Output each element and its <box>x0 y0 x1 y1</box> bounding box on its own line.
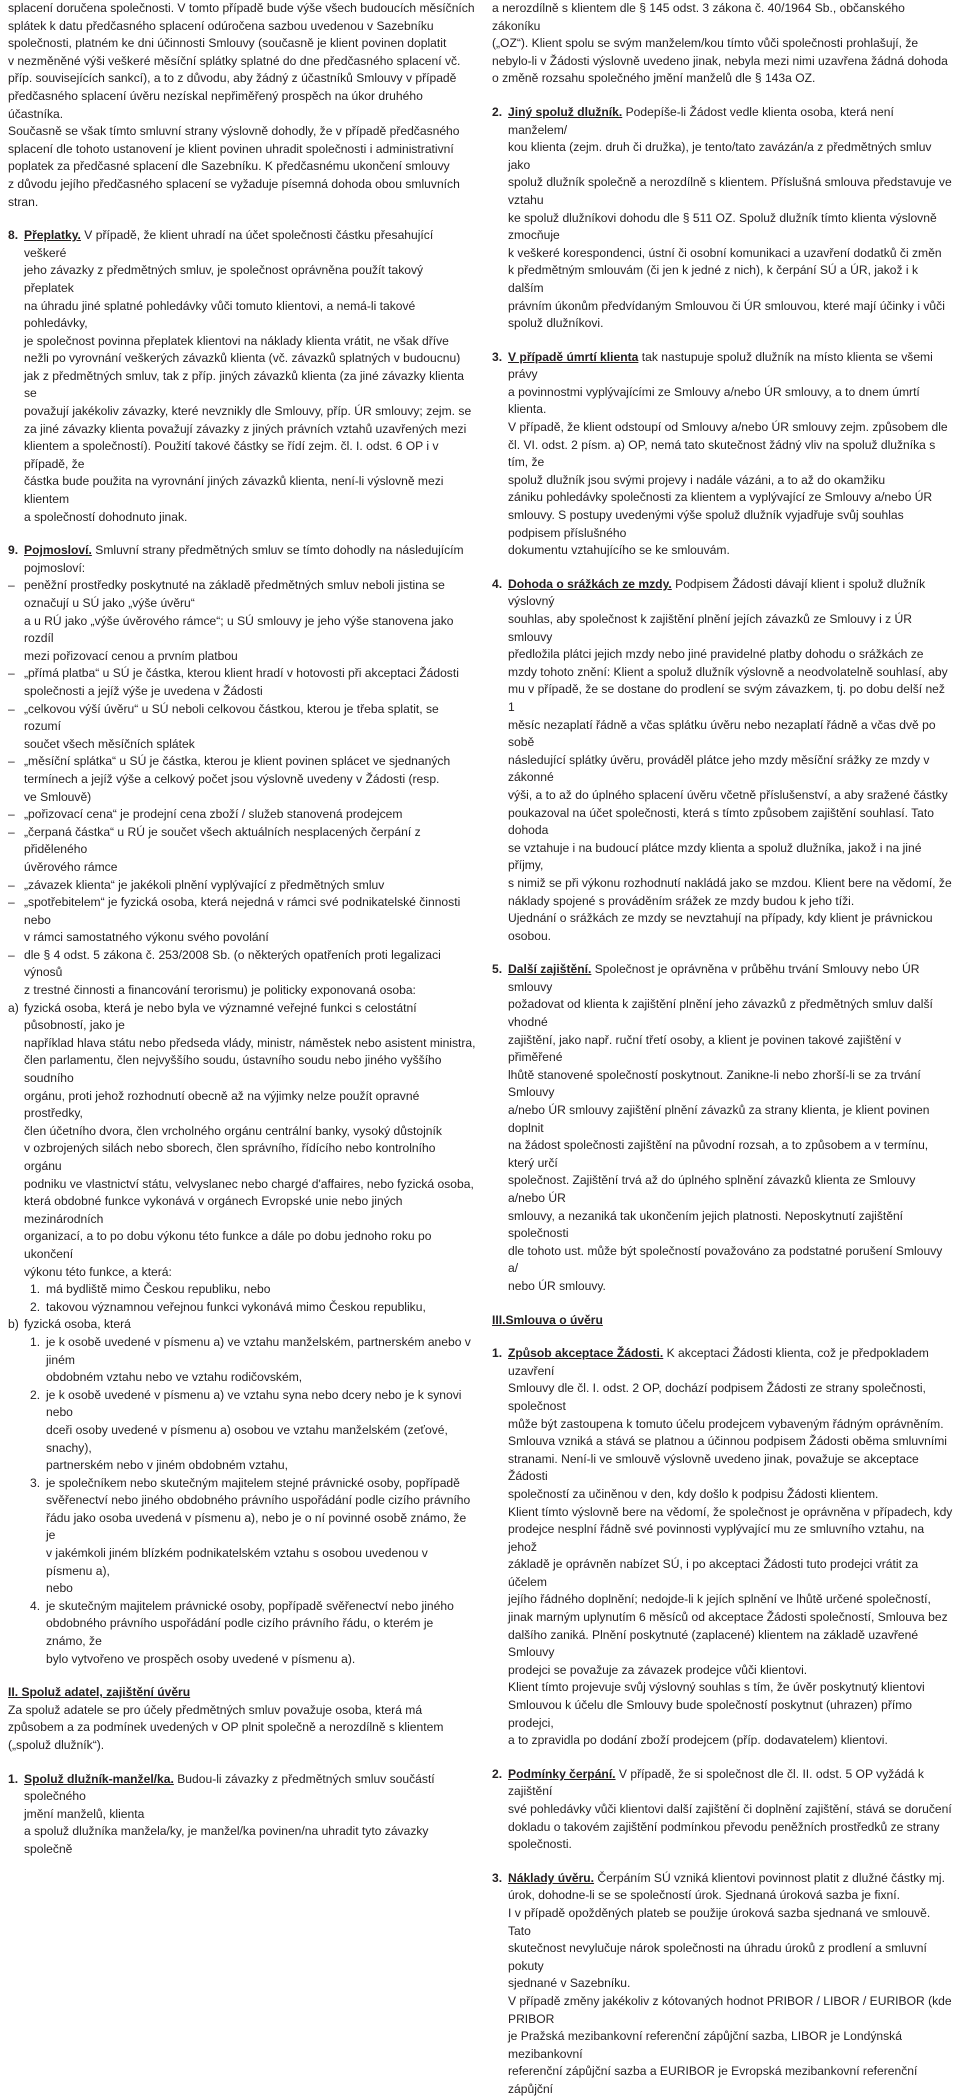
text-line: příp. souvisejících sankcí), a to z důvodu, aby žádný z účastníků Smlouvy v případě <box>8 71 457 86</box>
section-title: Jiný spoluž dlužník. <box>508 104 623 119</box>
section-title: Způsob akceptace Žádosti. <box>508 1346 664 1361</box>
item-text <box>46 1475 476 1598</box>
text-line: splacení doručena společnosti. V tomto případě bude výše všech budoucích měsíčních <box>8 1 475 15</box>
text-line: spoluž dlužníkovi. <box>508 316 604 331</box>
text-line: a povinnostmi vyplývajícími ze Smlouvy a/nebo ÚR smlouvy, a to dnem úmrtí klienta. <box>508 384 920 417</box>
text-line: je společníkem nebo skutečným majitelem stejné právnické osoby, popřípadě <box>46 1475 460 1490</box>
text-line: společnosti, platném ke dni účinnosti Smlouvy (současně je klient povinen doplatit <box>8 36 447 51</box>
text-line: je skutečným majitelem právnické osoby, popřípadě svěřenectví nebo jiného <box>46 1598 454 1613</box>
section-title: Další zajištění. <box>508 962 592 977</box>
text-line: fyzická osoba, která je nebo byla ve významné veřejné funkci s celostátní působností, jako je <box>24 1000 417 1033</box>
text-line: „závazek klienta“ je jakékoli plnění vyplývající z předmětných smluv <box>24 877 385 892</box>
text-line: výkonu této funkce, a která: <box>24 1264 172 1279</box>
text-line: následující splátky úvěru, prováděl plátce jeho mzdy měsíční srážky ze mzdy v zákonné <box>508 752 930 785</box>
text-line: poplatek za předčasné splacení dle Sazebníku. K předčasnému ukončení smlouvy <box>8 159 450 174</box>
text-line: „pořizovací cena“ je prodejní cena zboží / služeb stanovená prodejcem <box>24 807 403 822</box>
section-heading: II. Spoluž adatel, zajištění úvěru <box>8 1685 191 1700</box>
sub-item <box>24 1475 476 1598</box>
text-line: částka bude použita na vyrovnání jiných závazků klienta, není-li výslovně mezi klientem <box>24 474 444 507</box>
text-line: předložila plátci jejich mzdy nebo jiné pravidelné platby dohodu o srážkách ze <box>508 647 924 662</box>
text-line: V případě, že klient uhradí na účet společnosti částku přesahující veškeré <box>24 228 434 260</box>
text-line: a to zpravidla po dodání zboží prodejcem (příp. dodavatelem) klientovi. <box>508 1733 888 1748</box>
text-line: „přímá platba“ u SÚ je částka, kterou klient hradí v hotovosti při akceptaci Žádosti <box>24 666 459 681</box>
text-line: má bydliště mimo Českou republiku, nebo <box>46 1282 271 1297</box>
text-line: Smlouvou k účelu dle Smlouvy bude společností poskytnut (uhrazen) přímo prodejci, <box>508 1698 913 1730</box>
text-line: peněžní prostředky poskytnuté na základě předmětných smluv neboli jistina se <box>24 578 445 593</box>
text-line: dle tohoto ust. může být společností považováno za podstatné porušení Smlouvy a/ <box>508 1243 943 1276</box>
text-line: klientem a společností). Použití takové částky se řídí zejm. čl. I. odst. 6 OP i v případě, že <box>24 439 439 471</box>
item-text <box>24 1000 476 1282</box>
text-line: v rámci samostatného výkonu svého povolání <box>24 930 269 945</box>
text-line: takovou významnou veřejnou funkci vykonává mimo Českou republiku, <box>46 1299 426 1314</box>
section-text <box>508 1345 954 1750</box>
text-line: se vztahuje i na budoucí plátce mzdy klienta a spoluž dlužníka, jakož i na jiné příjmy, <box>508 840 922 873</box>
dash-bullet: – <box>8 947 15 962</box>
definition-item <box>8 894 476 947</box>
text-line: je Pražská mezibankovní referenční zápůjční sazba, LIBOR je Londýnská mezibankovní <box>508 2029 902 2061</box>
item-text <box>24 753 476 806</box>
section-ii <box>8 1684 476 1754</box>
text-line: Současně se však tímto smluvní strany výslovně dohodly, že v případě předčasného <box>8 124 460 139</box>
text-line: Smluvní strany předmětných smluv se tímto dohodly na následujícím <box>95 543 464 558</box>
text-line: jak z předmětných smluv, tak z příp. jiných závazků klienta (za jiné závazky klienta se <box>24 368 465 401</box>
text-line: v nezměněné výši veškeré měsíční splátky splatné do dne předčasného splacení vč. <box>8 53 461 68</box>
item-text <box>24 806 476 824</box>
section-number: 9. <box>8 543 19 558</box>
section-number: 5. <box>492 962 503 977</box>
text-line: Smlouva vzniká a stává se platnou a účinnou podpisem Žádosti oběma smluvními <box>508 1434 947 1449</box>
text-line: součet všech měsíčních splátek <box>24 736 195 751</box>
definition-item <box>8 947 476 1000</box>
text-line: V případě změny jakékoliv z kótovaných hodnot PRIBOR / LIBOR / EURIBOR (kde PRIBOR <box>508 1993 952 2026</box>
sub-item <box>24 1334 476 1387</box>
sub-list <box>24 1281 476 1316</box>
item-text <box>24 877 476 895</box>
section-ii-1 <box>8 1771 476 1859</box>
item-text <box>24 947 476 1000</box>
item-text <box>46 1299 476 1317</box>
text-line: V případě, že si společnost dle čl. II. odst. 5 OP vyžádá k zajištění <box>508 1766 924 1799</box>
text-line: stran. <box>8 194 39 209</box>
text-line: společností za učiněnou v den, kdy došlo k podpisu Žádosti klientem. <box>508 1486 879 1501</box>
section-text <box>508 349 954 560</box>
text-line: „čerpaná částka“ u RÚ je součet všech aktuálních nesplacených čerpání z přiděleného <box>24 824 421 857</box>
text-line: Čerpáním SÚ vzniká klientovi povinnost platit z dlužné částky mj. <box>597 1870 945 1885</box>
section-iii-1 <box>492 1345 954 1750</box>
text-line: dalšího zaniká. Plnění poskytnuté (zaplacené) klientem na základě uzavřené Smlouvy <box>508 1627 919 1660</box>
text-line: jejího řádného doplnění; nedojde-li k jejích splnění ve lhůtě určené společností, <box>508 1592 931 1607</box>
sub-item <box>24 1281 476 1299</box>
pep-item-a <box>8 1000 476 1317</box>
text-line: dokladu o takovém zajištění podmínkou převodu peněžních prostředků ze strany <box>508 1819 940 1834</box>
dash-bullet: – <box>8 895 15 910</box>
text-line: kou klienta (zejm. druh či družka), je tento/tato zavázán/a z předmětných smluv jako <box>508 140 932 172</box>
text-line: smlouvy, a nezaniká tak ukončením jejich platnosti. Neposkytnutí zajištění společnosti <box>508 1208 904 1241</box>
left-column <box>8 0 476 1859</box>
text-line: Smlouvy dle čl. I. odst. 2 OP, dochází podpisem Žádosti ze strany společnosti, společnost <box>508 1381 926 1413</box>
text-line: orgánu, proti jehož rozhodnutí obecně až na výjimky nelze použít opravné prostředky, <box>24 1088 420 1121</box>
item-text <box>24 824 476 877</box>
text-line: prodejci se považuje za závazek prodejce vůči klientovi. <box>508 1662 808 1677</box>
text-line: Podepíše-li Žádost vedle klienta osoba, která není manželem/ <box>508 104 894 137</box>
text-line: společnosti a jejíž výše je uvedena v Žádosti <box>24 683 263 698</box>
text-line: bylo vytvořeno ve prospěch osoby uvedené v písmenu a). <box>46 1651 356 1666</box>
text-line: V případě, že klient odstoupí od Smlouvy a/nebo ÚR smlouvy zejm. způsobem dle <box>508 420 948 435</box>
text-line: požadovat od klienta k zajištění plnění jeho závazků z předmětných smluv další vhodné <box>508 997 933 1030</box>
text-line: může být zastoupena k tomuto účelu prodejcem vybaveným řádným oprávněním. <box>508 1416 944 1431</box>
section-number: 3. <box>492 349 503 364</box>
text-line: nebo ÚR smlouvy. <box>508 1278 606 1293</box>
text-line: „spotřebitelem“ je fyzická osoba, která nejedná v rámci své podnikatelské činnosti nebo <box>24 895 461 927</box>
section-title: V případě úmrtí klienta <box>508 349 639 364</box>
text-line: Klient tímto výslovně bere na vědomí, že společnost je oprávněna v případech, kdy <box>508 1504 953 1519</box>
definition-item <box>8 806 476 824</box>
text-line: své pohledávky vůči klientovi další zajištění či doplnění zajištění, stává se doručení <box>508 1802 952 1816</box>
text-line: partnerském nebo v jiném obdobném vztahu, <box>46 1458 289 1473</box>
text-line: K akceptaci Žádosti klienta, což je předpokladem uzavření <box>508 1346 929 1378</box>
text-line: výši, a to až do úplného splacení úvěru včetně příslušenství, a aby sražené částky <box>508 787 948 802</box>
text-line: obdobném vztahu nebo ve vztahu rodičovském, <box>46 1370 303 1385</box>
sub-marker: 1. <box>30 1334 41 1349</box>
text-line: úvěrového rámce <box>24 859 118 874</box>
text-line: ve Smlouvě) <box>24 789 92 804</box>
text-line: řádu jako osoba uvedená v písmenu a), nebo je o ní povinné osobě známo, že je <box>46 1510 467 1543</box>
sub-list <box>24 1334 476 1668</box>
item-text <box>24 665 476 700</box>
text-line: skutečnost nevylučuje nárok společnosti na úhradu úroků z prodlení a smluvní pokuty <box>508 1941 927 1973</box>
text-line: termínech a jejíž výše a celkový počet jsou výslovně uvedeny v Žádosti (resp. <box>24 771 440 786</box>
dash-bullet: – <box>8 666 15 681</box>
text-line: Ujednání o srážkách ze mzdy se nevztahují na případy, kdy klient je právnickou osobou. <box>508 911 933 943</box>
section-text <box>508 1870 954 2099</box>
section-title: Přeplatky. <box>24 228 81 243</box>
definition-list <box>8 577 476 999</box>
sub-marker: 2. <box>30 1387 41 1402</box>
text-line: zajištění, jako např. ruční třetí osoby, a klient je povinen takové zajištění v přiměřené <box>508 1032 902 1065</box>
text-line: s nimiž se při výkonu rozhodnutí nakládá jako se mzdou. Klient bere na vědomí, že <box>508 875 952 890</box>
text-line: nebo <box>46 1581 73 1596</box>
text-line: která obdobné funkce vykonává v orgánech Evropské unie nebo jiných mezinárodních <box>24 1194 403 1226</box>
text-line: jeho závazky z předmětných smluv, je společnost oprávněna použít takový přeplatek <box>24 263 424 295</box>
section-title: Podmínky čerpání. <box>508 1766 616 1781</box>
dash-bullet: – <box>8 824 15 839</box>
text-line: právním úkonům předvídaným Smlouvou či ÚR smlouvou, které mají účinky i vůči <box>508 298 945 313</box>
section-ii-5 <box>492 961 954 1295</box>
text-line: a u RÚ jako „výše úvěrového rámce“; u SÚ smlouvy je jeho výše stanovena jako rozdíl <box>24 613 454 646</box>
dash-bullet: – <box>8 701 15 716</box>
text-line: splacení dle tohoto ustanovení je klient povinen uhradit společnosti i administrativní <box>8 141 454 156</box>
section-text <box>24 1771 476 1859</box>
text-line: tak nastupuje spoluž dlužník na místo klienta se všemi právy <box>508 349 933 382</box>
definition-item <box>8 824 476 877</box>
text-line: svěřenectví nebo jiného obdobného právního uspořádání podle cizího právního <box>46 1493 471 1508</box>
text-line: úrok, dohodne-li se se společností úrok. Sjednaná úroková sazba je fixní. <box>508 1888 900 1903</box>
text-line: Podpisem Žádosti dávají klient i spoluž dlužník výslovný <box>508 576 926 609</box>
intro-paragraph <box>8 0 476 211</box>
text-line: měsíc nezaplatí řádně a včas splátku úvěru nebo nezaplatí řádně a včas dvě po sobě <box>508 717 936 750</box>
text-line: je k osobě uvedené v písmenu a) ve vztahu syna nebo dcery nebo je k synovi nebo <box>46 1387 462 1420</box>
text-line: obdobného právního uspořádání podle cizího právního řádu, o kterém je známo, že <box>46 1616 434 1649</box>
section-text <box>24 227 476 526</box>
item-text <box>46 1281 476 1299</box>
text-line: způsobem a za podmínek uvedených v OP plnit společně a nerozdílně s klientem <box>8 1720 444 1735</box>
text-line: spoluž dlužník společně a nerozdílně s klientem. Příslušná smlouva představuje ve vztahu <box>508 175 952 207</box>
text-line: náklady spojené s prováděním srážek ze mzdy budou k jeho tíži. <box>508 893 855 908</box>
definition-item <box>8 753 476 806</box>
item-text <box>24 1316 476 1334</box>
text-line: člen parlamentu, člen nejvyššího soudu, ústavního soudu nebo jiného vyššího soudního <box>24 1053 442 1086</box>
section-number: 2. <box>492 1766 503 1781</box>
item-text <box>24 701 476 754</box>
text-line: v ozbrojených silách nebo sborech, člen správního, řídícího nebo kontrolního orgánu <box>24 1141 436 1173</box>
text-line: člen účetního dvora, člen vrcholného orgánu centrální banky, vysoký důstojník <box>24 1123 442 1138</box>
text-line: z trestné činnosti a financování terorismu) je politicky exponovaná osoba: <box>24 983 416 998</box>
section-number: 2. <box>492 104 503 119</box>
dash-bullet: – <box>8 754 15 769</box>
text-line: jinak marným uplynutím 6 měsíců od akceptace Žádosti společností, Smlouva bez <box>508 1610 948 1625</box>
item-text <box>24 577 476 665</box>
section-title: Dohoda o srážkách ze mzdy. <box>508 576 672 591</box>
text-line: dokumentu vztahujícího se ke smlouvám. <box>508 543 730 558</box>
text-line: prodejce nesplní řádně své povinnosti vyplývající mu ze smluvního vztahu, na jehož <box>508 1522 925 1554</box>
definition-item <box>8 665 476 700</box>
text-line: společnost. Zajištění trvá až do úplného splnění závazků klienta ze Smlouvy a/nebo ÚR <box>508 1173 916 1205</box>
text-line: fyzická osoba, která <box>24 1317 131 1332</box>
section-ii-4 <box>492 576 954 945</box>
dash-bullet: – <box>8 877 15 892</box>
item-text <box>46 1334 476 1387</box>
section-title: Náklady úvěru. <box>508 1870 595 1885</box>
text-line: k předmětným smlouvám (či jen k jedné z nich), k čerpání SÚ a ÚR, jakož i k dalším <box>508 263 918 295</box>
text-line: mzdy tohoto znění: Klient a spoluž dlužník výslovně a neodvolatelně souhlasí, aby <box>508 664 948 679</box>
text-line: čl. VI. odst. 2 písm. a) OP, nemá tato skutečnost žádný vliv na spoluž dlužníka s tím, že <box>508 437 936 470</box>
section-title: Spoluž dlužník-manžel/ka. <box>24 1771 174 1786</box>
sub-item <box>24 1387 476 1475</box>
section-number: 1. <box>492 1346 503 1361</box>
section-ii-2 <box>492 104 954 333</box>
text-line: nebylo-li v Žádosti výslovně uvedeno jinak, nebyla mezi nimi uzavřena žádná dohoda <box>492 53 948 68</box>
section-title: Pojmosloví. <box>24 543 92 558</box>
section-text <box>24 542 476 577</box>
item-text <box>46 1387 476 1475</box>
text-line: zániku pohledávky společnosti za klientem a vyplývající ze Smlouvy a/nebo ÚR <box>508 490 933 505</box>
text-line: ke spoluž dlužníkovi dohodu dle § 511 OZ. Spoluž dlužník tímto klienta výslovně zmocňuje <box>508 210 937 243</box>
text-line: a nerozdílně s klientem dle § 145 odst. 3 zákona č. 40/1964 Sb., občanského zákoníku <box>492 1 905 33</box>
text-line: na žádost společnosti zajištění na původní rozsah, a to způsobem a v termínu, který určí <box>508 1138 929 1170</box>
sub-marker: 2. <box>30 1299 41 1314</box>
text-line: je k osobě uvedené v písmenu a) ve vztahu manželském, partnerském anebo v jiném <box>46 1334 471 1367</box>
text-line: Za spoluž adatele se pro účely předmětných smluv považuje osoba, která má <box>8 1702 423 1717</box>
text-line: z důvodu jejího předčasného splacení se vyžaduje písemná dohoda obou smluvních <box>8 176 460 191</box>
dash-bullet: – <box>8 578 15 593</box>
text-line: za jiné závazky klienta považují závazky z jiných právních vztahů uzavřených mezi <box>24 421 467 436</box>
text-line: poukazoval na účet společnosti, která s tímto způsobem zajištění souhlasí. Tato dohoda <box>508 805 934 838</box>
sub-marker: 1. <box>30 1282 41 1297</box>
text-line: „měsíční splátka“ u SÚ je částka, kterou je klient povinen splácet ve sjednaných <box>24 754 451 769</box>
text-line: společnosti. <box>508 1837 572 1852</box>
text-line: splátek k datu předčasného splacení odúročena sazbou uvedenou v Sazebníku <box>8 18 434 33</box>
text-line: označují u SÚ jako „výše úvěru“ <box>24 596 195 610</box>
text-line: Budou-li závazky z předmětných smluv součástí společného <box>24 1771 435 1804</box>
section-text <box>508 104 954 333</box>
section-number: 4. <box>492 576 503 591</box>
text-line: I v případě opožděných plateb se použije úroková sazba sjednaná ve smlouvě. Tato <box>508 1905 931 1938</box>
text-line: („spoluž dlužník“). <box>8 1738 105 1752</box>
item-marker: a) <box>8 1000 19 1015</box>
section-text <box>508 576 954 945</box>
text-line: spoluž dlužník jsou svými projevy i nadále vázáni, a to až do okamžiku <box>508 472 886 487</box>
section-text <box>508 961 954 1295</box>
text-line: a společností dohodnuto jinak. <box>24 509 188 524</box>
text-line: smlouvy. S postupy uvedenými výše spoluž dlužník vyjadřuje svůj souhlas podpisem příslušného <box>508 508 904 540</box>
sub-marker: 3. <box>30 1475 41 1490</box>
text-line: jmění manželů, klienta <box>24 1806 145 1821</box>
text-line: referenční zápůjční sazba a EURIBOR je Evropská mezibankovní referenční zápůjční <box>508 2064 918 2096</box>
text-line: například hlava státu nebo předseda vlády, ministr, náměstek nebo asistent ministra, <box>24 1035 476 1050</box>
item-text <box>46 1598 476 1668</box>
section-iii-heading: III.Smlouva o úvěru <box>492 1312 603 1327</box>
section-ii-3 <box>492 349 954 560</box>
section-8-preplatky <box>8 227 476 526</box>
section-number: 8. <box>8 228 19 243</box>
text-line: Klient tímto projevuje svůj výslovný souhlas s tím, že úvěr poskytnutý klientovi <box>508 1680 925 1695</box>
definition-item <box>8 877 476 895</box>
text-line: dle § 4 odst. 5 zákona č. 253/2008 Sb. (o některých opatřeních proti legalizaci výnosů <box>24 947 441 980</box>
text-line: je společnost povinna přeplatek klientovi na náklady klienta vrátit, ne však dříve <box>24 333 449 348</box>
definition-item <box>8 701 476 754</box>
right-column <box>492 0 954 2099</box>
section-iii-2 <box>492 1766 954 1854</box>
text-line: mezi pořizovací cenou a prvním platbou <box>24 648 238 663</box>
sub-item <box>24 1598 476 1668</box>
text-line: podniku ve vlastnictví státu, velvyslanec nebo chargé d'affaires, nebo fyzická osoba, <box>24 1176 474 1191</box>
section-iii-3 <box>492 1870 954 2099</box>
section-9-pojmoslovi <box>8 542 476 577</box>
text-line: základě je oprávněn nabízet SÚ, i po akceptaci Žádosti tuto prodejci vrátit za účelem <box>508 1557 919 1589</box>
definition-item <box>8 577 476 665</box>
text-line: mu v případě, že se dostane do prodlení se svým závazkem, tj. po dobu delší než 1 <box>508 682 945 714</box>
text-line: a spoluž dlužníka manžela/ky, je manžel/ka povinen/na uhradit tyto závazky společně <box>24 1824 429 1856</box>
text-line: lhůtě stanovené společností poskytnout. Zanikne-li nebo zhorší-li se za trvání Smlouvy <box>508 1067 921 1100</box>
section-number: 3. <box>492 1870 503 1885</box>
text-line: o změně rozsahu společného jmění manželů dle § 143a OZ. <box>492 71 816 86</box>
text-line: v jakémkoli jiném blízkém podnikatelském vztahu s osobou uvedenou v písmenu a), <box>46 1546 428 1578</box>
item-marker: b) <box>8 1317 19 1332</box>
text-line: souhlas, aby společnost k zajištění plnění jejích závazků ze Smlouvy i z ÚR smlouvy <box>508 612 912 644</box>
text-line: stranami. Není-li ve smlouvě výslovně uvedeno jinak, považuje se akceptace Žádosti <box>508 1451 919 1484</box>
item-text <box>24 894 476 947</box>
text-line: a/nebo ÚR smlouvy zajištění plnění závazků za strany klienta, je klient povinen doplnit <box>508 1103 930 1135</box>
dash-bullet: – <box>8 807 15 822</box>
section-text <box>508 1766 954 1854</box>
section-text <box>8 1702 476 1755</box>
text-line: („OZ“). Klient spolu se svým manželem/kou tímto vůči společnosti prohlašují, že <box>492 36 919 51</box>
text-line: předčasného splacení úvěru nezískal nepřiměřený prospěch na úkor druhého účastníka. <box>8 88 423 121</box>
sub-marker: 4. <box>30 1598 41 1613</box>
text-line: nežli po vyrovnání veškerých závazků klienta (vč. závazků splatných v budoucnu) <box>24 351 461 366</box>
sub-item <box>24 1299 476 1317</box>
text-line: pojmosloví: <box>24 560 86 575</box>
text-line: na úhradu jiné splatné pohledávky vůči tomuto klientovi, a nemá-li takové pohledávky, <box>24 298 416 331</box>
section-number: 1. <box>8 1771 19 1786</box>
continuation-paragraph <box>492 0 954 88</box>
text-line: Společnost je oprávněna v průběhu trvání Smlouvy nebo ÚR smlouvy <box>508 962 920 994</box>
text-line: k veškeré korespondenci, ústní či osobní komunikaci a uzavření dodatků či změn <box>508 245 942 260</box>
text-line: „celkovou výší úvěru“ u SÚ neboli celkovou částkou, kterou je třeba splatit, se rozumí <box>24 701 439 734</box>
pep-item-b <box>8 1316 476 1668</box>
text-line: dceři osoby uvedené v písmenu a) osobou ve vztahu manželském (zeťové, snachy), <box>46 1422 448 1455</box>
text-line: považují jakékoliv závazky, které nevznikly dle Smlouvy, příp. ÚR smlouvy; zejm. se <box>24 404 472 419</box>
text-line: organizací, a to po dobu výkonu této funkce a dále po dobu jednoho roku po ukončení <box>24 1229 432 1261</box>
text-line: sjednané v Sazebníku. <box>508 1976 631 1991</box>
